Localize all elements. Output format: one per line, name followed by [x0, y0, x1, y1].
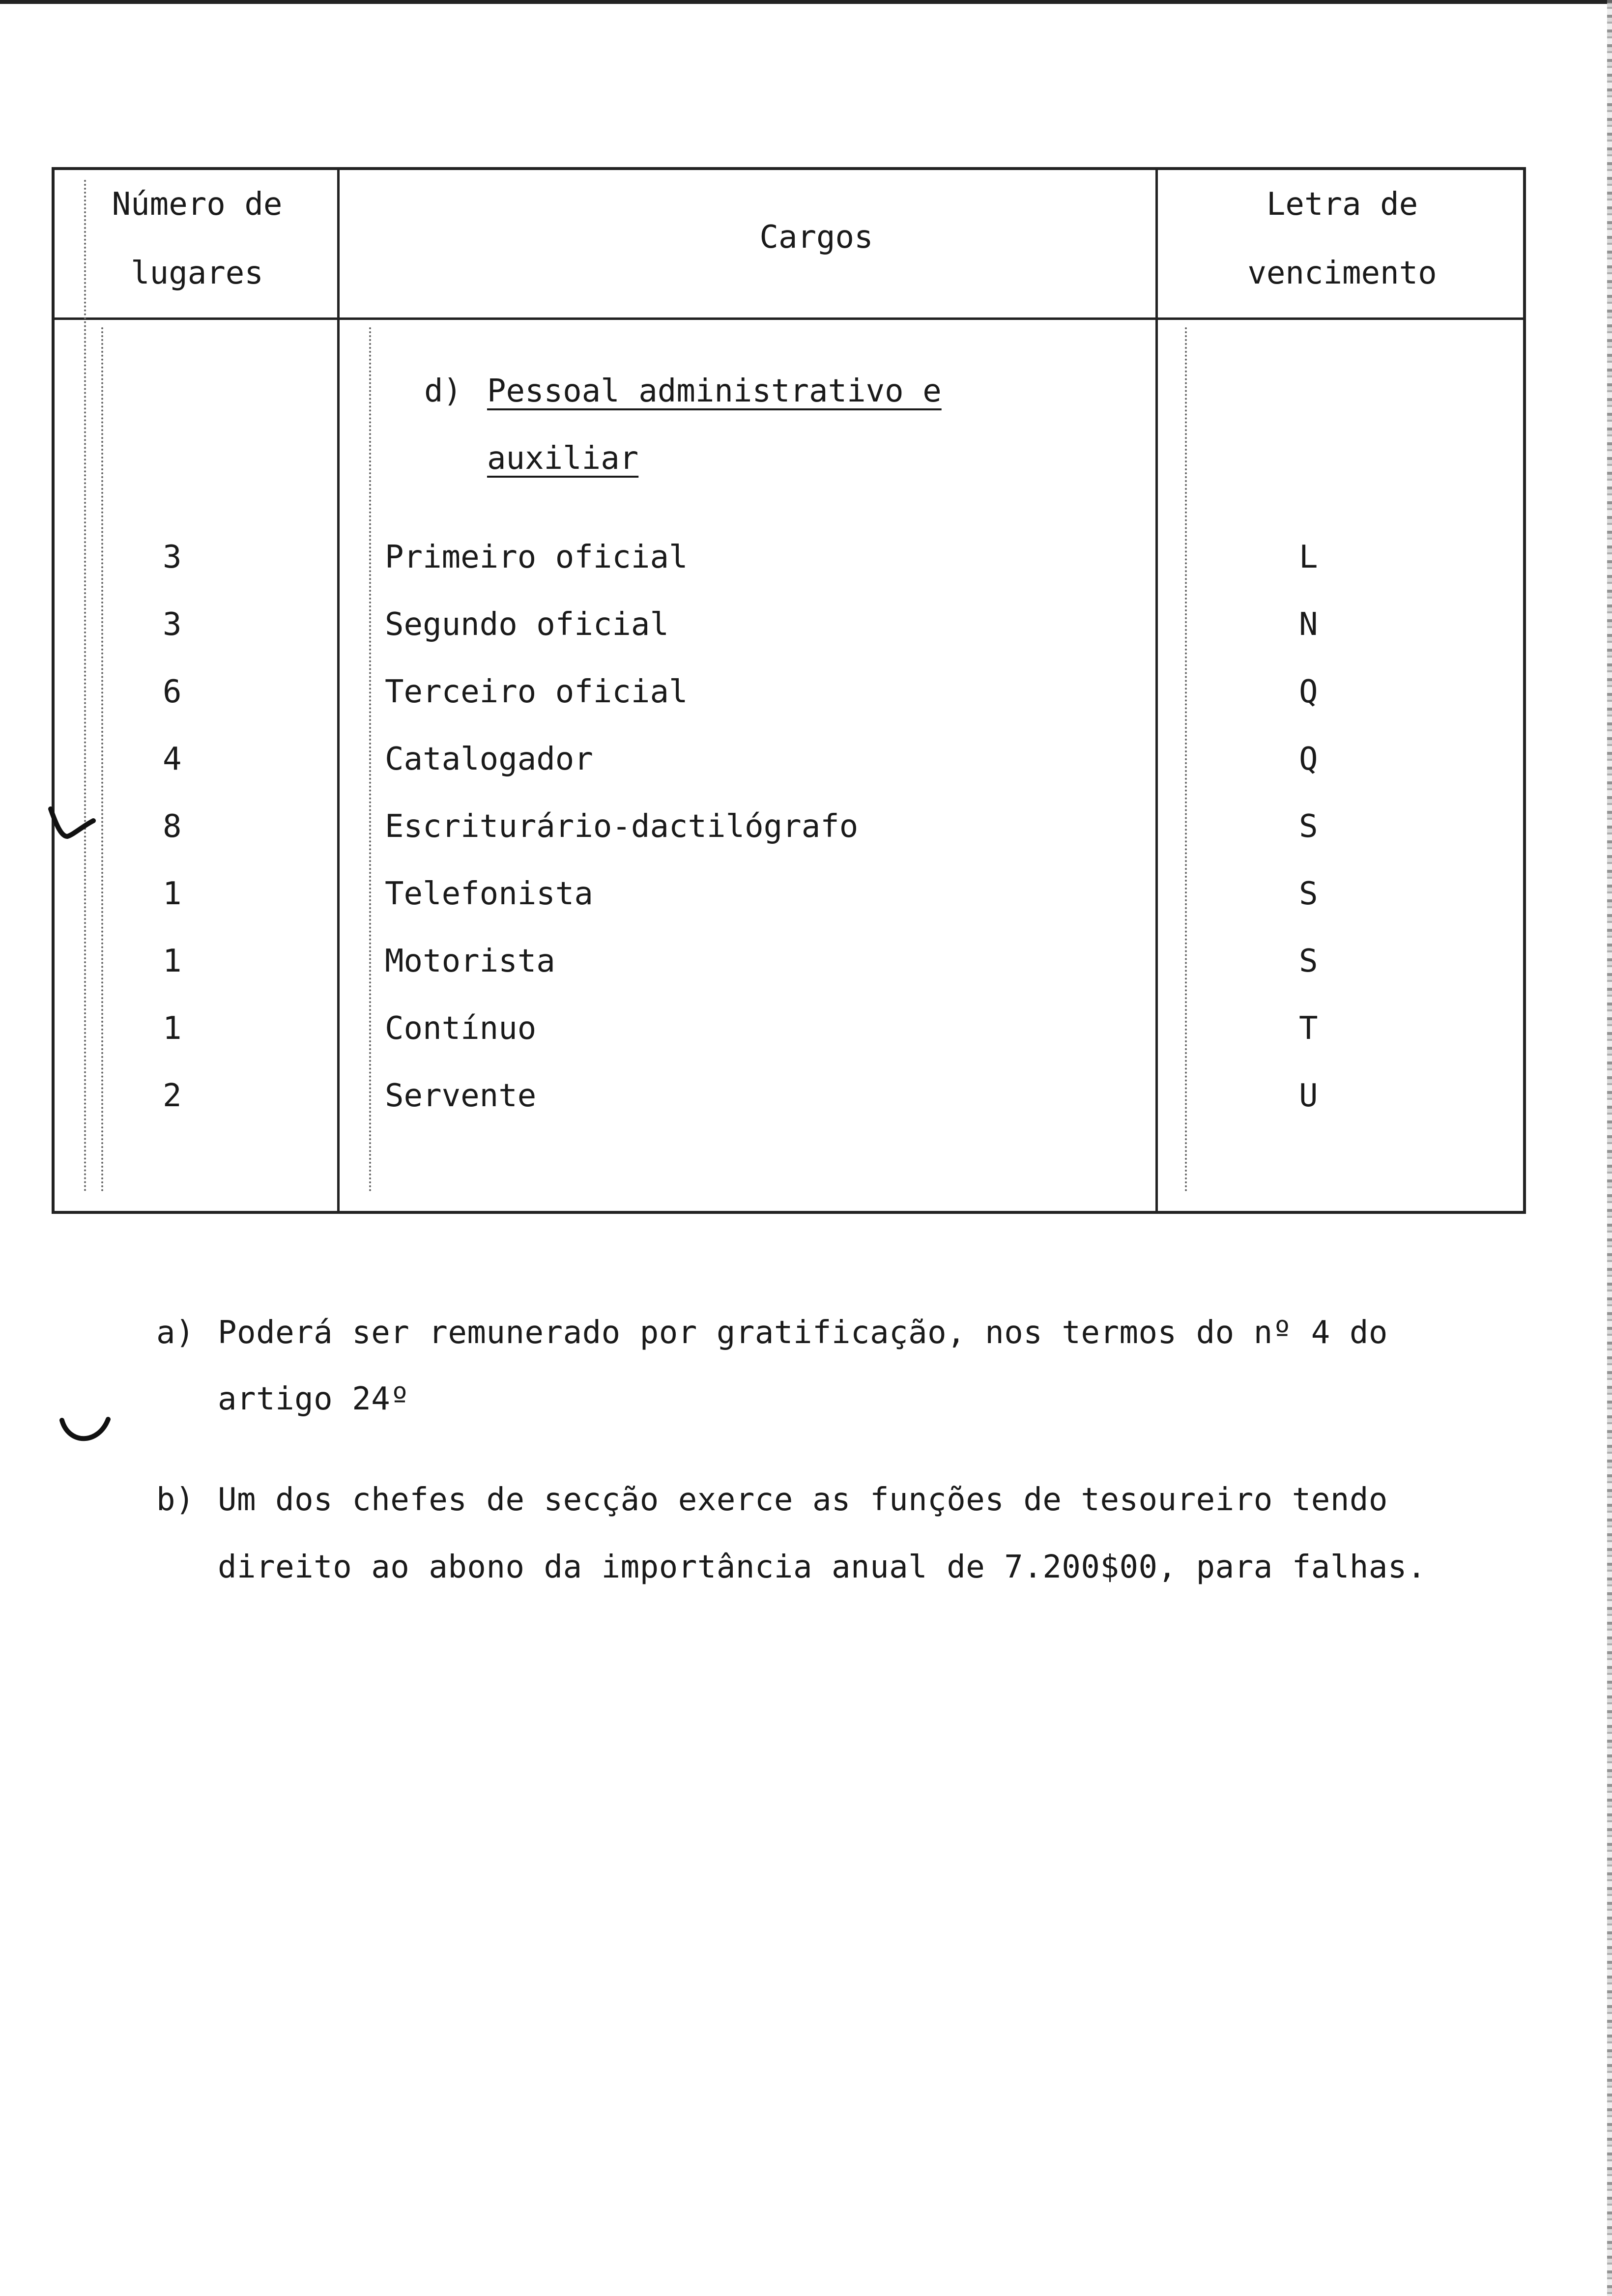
footnote-b-line2: direito ao abono da importância anual de 7.200$00, para falhas. — [218, 1549, 1426, 1585]
row-cargo: Servente — [385, 1078, 537, 1114]
row-numero: 2 — [163, 1078, 182, 1114]
section-title-line2: auxiliar — [487, 440, 639, 477]
row-numero: 3 — [163, 539, 182, 575]
row-letra: Q — [1299, 674, 1318, 710]
row-numero: 4 — [163, 741, 182, 777]
row-letra: N — [1299, 606, 1318, 643]
scan-edge-artifact — [1607, 0, 1612, 2296]
row-cargo: Segundo oficial — [385, 606, 669, 643]
row-cargo: Escriturário-dactilógrafo — [385, 808, 859, 845]
row-cargo: Motorista — [385, 943, 555, 979]
row-letra: L — [1299, 539, 1318, 575]
header-numero-line2: lugares — [131, 255, 263, 291]
row-cargo: Contínuo — [385, 1010, 537, 1047]
row-cargo: Terceiro oficial — [385, 674, 688, 710]
row-letra: S — [1299, 943, 1318, 979]
dotted-guide-left-inner — [101, 327, 103, 1192]
header-cargos: Cargos — [759, 219, 873, 256]
header-separator — [55, 317, 1523, 320]
top-border-rule — [0, 0, 1612, 4]
dotted-guide-right — [1185, 327, 1187, 1192]
footnote-b-line1: Um dos chefes de secção exerce as funções de tesoureiro tendo — [218, 1482, 1388, 1518]
section-marker: d) — [424, 373, 462, 409]
footnote-b-marker: b) — [156, 1482, 195, 1518]
row-letra: Q — [1299, 741, 1318, 777]
row-numero: 1 — [163, 876, 182, 912]
dotted-guide-left — [84, 180, 86, 1192]
row-numero: 3 — [163, 606, 182, 643]
footnote-a-line1: Poderá ser remunerado por gratificação, nos termos do nº 4 do — [218, 1315, 1388, 1351]
row-cargo: Primeiro oficial — [385, 539, 688, 575]
footnote-a-line2: artigo 24º — [218, 1381, 410, 1417]
row-numero: 1 — [163, 1010, 182, 1047]
column-separator-1 — [337, 170, 340, 1211]
positions-table — [52, 167, 1526, 1214]
row-cargo: Telefonista — [385, 876, 593, 912]
row-letra: S — [1299, 876, 1318, 912]
header-numero-line1: Número de — [112, 186, 283, 223]
row-numero: 6 — [163, 674, 182, 710]
row-cargo: Catalogador — [385, 741, 593, 777]
row-letra: U — [1299, 1078, 1318, 1114]
footnote-a-marker: a) — [156, 1315, 195, 1351]
section-title-line1: Pessoal administrativo e — [487, 373, 942, 409]
column-separator-2 — [1155, 170, 1158, 1211]
pen-check-mark — [47, 806, 96, 840]
row-letra: S — [1299, 808, 1318, 845]
header-letra-line1: Letra de — [1266, 186, 1418, 223]
row-numero: 1 — [163, 943, 182, 979]
header-letra-line2: vencimento — [1247, 255, 1437, 291]
pen-curve-mark — [59, 1415, 113, 1450]
dotted-guide-middle — [369, 327, 371, 1192]
row-letra: T — [1299, 1010, 1318, 1047]
row-numero: 8 — [163, 808, 182, 845]
